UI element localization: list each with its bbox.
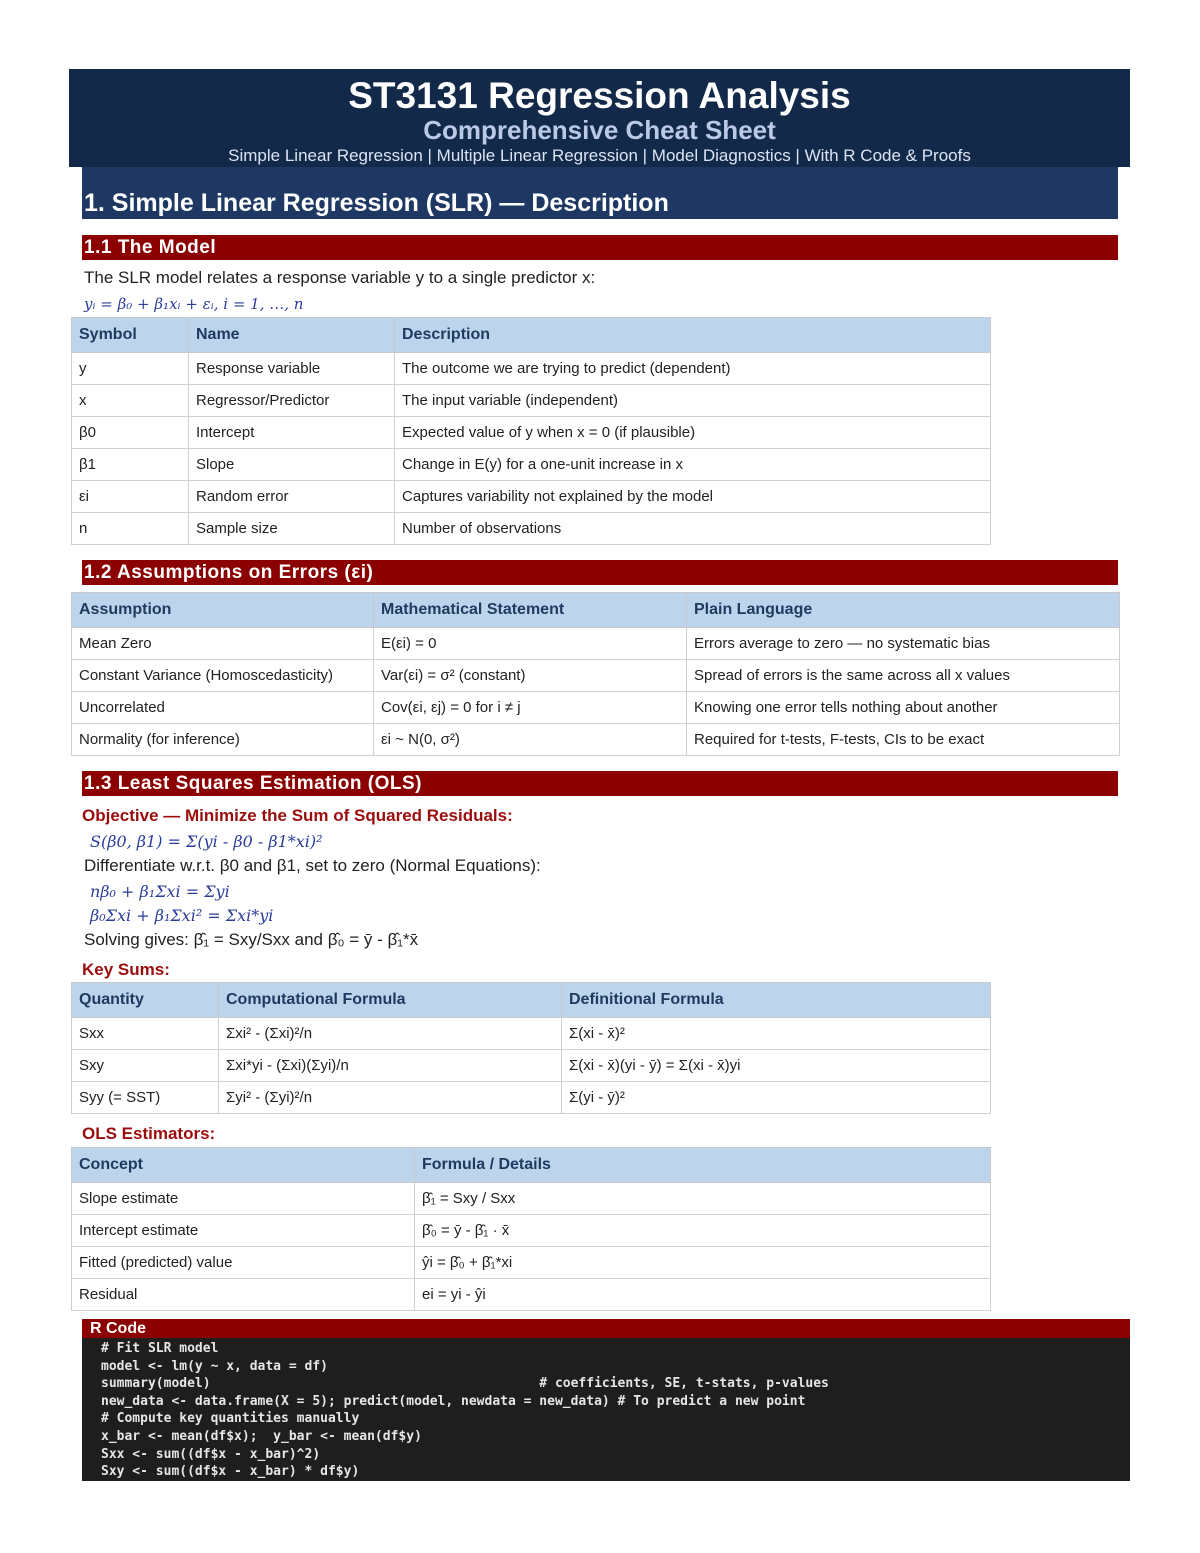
table-cell: Σ(yi - ȳ)² xyxy=(562,1082,991,1114)
table-cell: Sxx xyxy=(72,1018,219,1050)
table-cell: Sample size xyxy=(189,513,395,545)
table-cell: β̂₀ = ȳ - β̂₁ · x̄ xyxy=(415,1215,991,1247)
column-header: Computational Formula xyxy=(219,983,562,1018)
normal-equations-intro: Differentiate w.r.t. β0 and β1, set to zero (Normal Equations): xyxy=(84,856,541,875)
table-cell: Random error xyxy=(189,481,395,513)
normal-equation-1: nβ₀ + β₁Σxi = Σyi xyxy=(90,882,230,901)
column-header: Mathematical Statement xyxy=(374,593,687,628)
section-1-heading: 1. Simple Linear Regression (SLR) — Description xyxy=(82,167,1118,219)
page-title: ST3131 Regression Analysis xyxy=(348,75,851,116)
r-code-title: R Code xyxy=(82,1319,1130,1338)
table-header-row xyxy=(72,593,1120,628)
table-row xyxy=(72,692,1120,724)
column-header: Assumption xyxy=(72,593,374,628)
table-cell: Uncorrelated xyxy=(72,692,374,724)
table-cell: Cov(εi, εj) = 0 for i ≠ j xyxy=(374,692,687,724)
table-cell: β0 xyxy=(72,417,189,449)
table-cell: Σxi² - (Σxi)²/n xyxy=(219,1018,562,1050)
table-cell: Σ(xi - x̄)² xyxy=(562,1018,991,1050)
table-row xyxy=(72,481,991,513)
model-intro: The SLR model relates a response variable y to a single predictor x: xyxy=(84,268,596,287)
column-header: Symbol xyxy=(72,318,189,353)
ols-estimators-label: OLS Estimators: xyxy=(82,1124,216,1143)
table-cell: Intercept estimate xyxy=(72,1215,415,1247)
table-row xyxy=(72,1247,991,1279)
column-header: Description xyxy=(395,318,991,353)
table-row xyxy=(72,660,1120,692)
table-row xyxy=(72,628,1120,660)
table-cell: Mean Zero xyxy=(72,628,374,660)
table-row xyxy=(72,1050,991,1082)
column-header: Plain Language xyxy=(687,593,1120,628)
table-row xyxy=(72,1183,991,1215)
subsection-1-3-heading: 1.3 Least Squares Estimation (OLS) xyxy=(82,771,1118,796)
table-cell: Response variable xyxy=(189,353,395,385)
table-cell: Required for t-tests, F-tests, CIs to be exact xyxy=(687,724,1120,756)
table-row xyxy=(72,1082,991,1114)
table-cell: Knowing one error tells nothing about another xyxy=(687,692,1120,724)
table-cell: Slope estimate xyxy=(72,1183,415,1215)
table-header-row xyxy=(72,318,991,353)
subsection-1-2-heading: 1.2 Assumptions on Errors (εi) xyxy=(82,560,1118,585)
r-code-content: # Fit SLR model model <- lm(y ~ x, data = df) summary(model) # coefficients, SE, t-stats, p-values new_data <- data.frame(X = 5); predict(model, newdata = new_data) # To predict a new point # Compute key quantities manually x_bar <- mean(df$x); y_bar <- mean(df$y) Sxx <- sum((df$x - x_bar)^2) Sxy <- sum((df$x - x_bar) * df$y) xyxy=(101,1341,829,1480)
table-cell: Σxi*yi - (Σxi)(Σyi)/n xyxy=(219,1050,562,1082)
table-cell: Regressor/Predictor xyxy=(189,385,395,417)
table-row xyxy=(72,385,991,417)
table-header-row xyxy=(72,1148,991,1183)
table-cell: Var(εi) = σ² (constant) xyxy=(374,660,687,692)
page-subtitle: Comprehensive Cheat Sheet xyxy=(423,115,776,145)
ols-objective: Objective — Minimize the Sum of Squared Residuals: xyxy=(82,806,513,825)
table-cell: x xyxy=(72,385,189,417)
table-cell: Fitted (predicted) value xyxy=(72,1247,415,1279)
table-cell: Errors average to zero — no systematic bias xyxy=(687,628,1120,660)
solution-text: Solving gives: β̂₁ = Sxy/Sxx and β̂₀ = ȳ - β̂₁*x̄ xyxy=(84,930,419,949)
subsection-1-1-heading: 1.1 The Model xyxy=(82,235,1118,260)
table-cell: Syy (= SST) xyxy=(72,1082,219,1114)
table-row xyxy=(72,1018,991,1050)
table-row xyxy=(72,1279,991,1311)
table-cell: Intercept xyxy=(189,417,395,449)
page-tagline: Simple Linear Regression | Multiple Linear Regression | Model Diagnostics | With R Code & Proofs xyxy=(228,146,971,165)
table-row xyxy=(72,724,1120,756)
table-cell: The outcome we are trying to predict (dependent) xyxy=(395,353,991,385)
table-row xyxy=(72,353,991,385)
ssr-equation: S(β0, β1) = Σ(yi - β0 - β1*xi)² xyxy=(90,832,323,851)
ols-estimators-table xyxy=(71,1147,991,1311)
table-row xyxy=(72,417,991,449)
key-sums-label: Key Sums: xyxy=(82,960,170,979)
table-cell: ei = yi - ŷi xyxy=(415,1279,991,1311)
table-cell: Spread of errors is the same across all x values xyxy=(687,660,1120,692)
table-cell: Captures variability not explained by the model xyxy=(395,481,991,513)
assumptions-table xyxy=(71,592,1120,756)
table-cell: The input variable (independent) xyxy=(395,385,991,417)
table-cell: E(εi) = 0 xyxy=(374,628,687,660)
table-cell: β̂₁ = Sxy / Sxx xyxy=(415,1183,991,1215)
table-cell: Σyi² - (Σyi)²/n xyxy=(219,1082,562,1114)
normal-equation-2: β₀Σxi + β₁Σxi² = Σxi*yi xyxy=(90,906,274,925)
table-cell: Residual xyxy=(72,1279,415,1311)
table-cell: n xyxy=(72,513,189,545)
r-code-block xyxy=(82,1319,1130,1481)
header-banner xyxy=(69,69,1130,167)
table-row xyxy=(72,1215,991,1247)
table-cell: y xyxy=(72,353,189,385)
table-cell: Expected value of y when x = 0 (if plausible) xyxy=(395,417,991,449)
model-equation: yᵢ = β₀ + β₁xᵢ + εᵢ, i = 1, …, n xyxy=(84,295,304,313)
table-cell: Σ(xi - x̄)(yi - ȳ) = Σ(xi - x̄)yi xyxy=(562,1050,991,1082)
table-cell: εi ~ N(0, σ²) xyxy=(374,724,687,756)
column-header: Formula / Details xyxy=(415,1148,991,1183)
table-row xyxy=(72,513,991,545)
table-cell: Constant Variance (Homoscedasticity) xyxy=(72,660,374,692)
table-header-row xyxy=(72,983,991,1018)
table-cell: εi xyxy=(72,481,189,513)
model-symbol-table xyxy=(71,317,991,545)
table-cell: Slope xyxy=(189,449,395,481)
column-header: Name xyxy=(189,318,395,353)
table-cell: Change in E(y) for a one-unit increase in x xyxy=(395,449,991,481)
column-header: Quantity xyxy=(72,983,219,1018)
column-header: Concept xyxy=(72,1148,415,1183)
table-row xyxy=(72,449,991,481)
column-header: Definitional Formula xyxy=(562,983,991,1018)
key-sums-table xyxy=(71,982,991,1114)
table-cell: ŷi = β̂₀ + β̂₁*xi xyxy=(415,1247,991,1279)
table-cell: Normality (for inference) xyxy=(72,724,374,756)
table-cell: β1 xyxy=(72,449,189,481)
table-cell: Sxy xyxy=(72,1050,219,1082)
table-cell: Number of observations xyxy=(395,513,991,545)
